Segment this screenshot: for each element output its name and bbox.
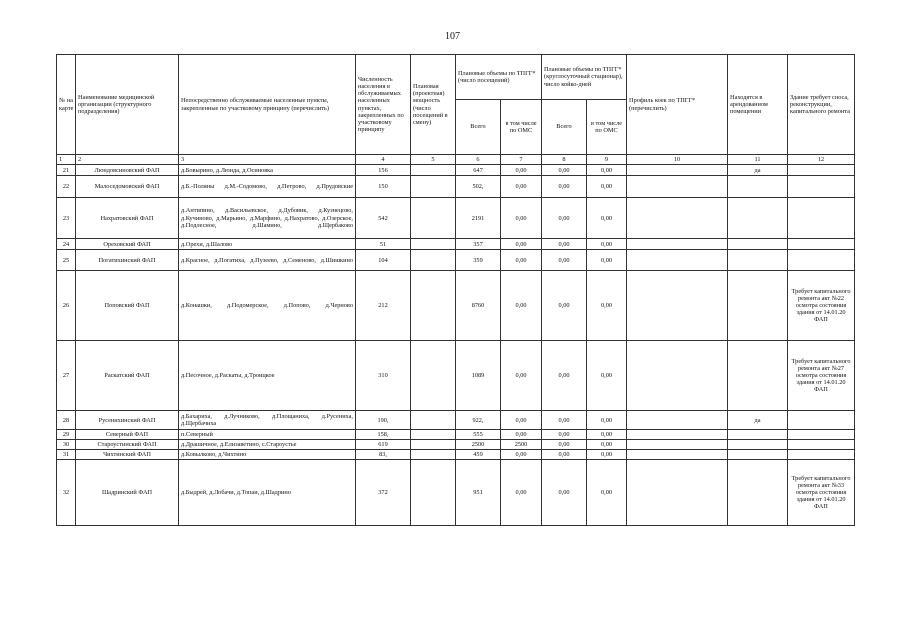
row-number: 30: [57, 440, 76, 450]
header-no: № на карте: [57, 55, 76, 155]
population-cell: 190,: [356, 411, 411, 430]
col-number: 6: [456, 155, 501, 165]
rented-cell: [728, 440, 788, 450]
bed-total-cell: 0,00: [542, 440, 587, 450]
settlements-cell: д.Красное, д.Погатиха, д.Пузеево, д.Семеново, д.Шишкино: [179, 250, 356, 271]
visits-total-cell: 357: [456, 239, 501, 250]
settlements-cell: д.Орехи, д.Шалово: [179, 239, 356, 250]
visits-oms-cell: 0,00: [501, 176, 542, 198]
bed-profile-cell: [627, 165, 728, 176]
row-number: 32: [57, 460, 76, 526]
bed-oms-cell: 0,00: [587, 250, 627, 271]
capacity-cell: [411, 341, 456, 411]
repair-note-cell: [788, 250, 855, 271]
table-row: [57, 411, 855, 430]
capacity-cell: [411, 176, 456, 198]
population-cell: 158,: [356, 430, 411, 440]
bed-oms-cell: 0,00: [587, 440, 627, 450]
bed-oms-cell: 0,00: [587, 165, 627, 176]
visits-oms-cell: 0,00: [501, 198, 542, 239]
bed-total-cell: 0,00: [542, 411, 587, 430]
row-number: 26: [57, 271, 76, 341]
settlements-cell: д.Песочное, д.Раскаты, д.Троицкое: [179, 341, 356, 411]
table-row: [57, 250, 855, 271]
table-row: [57, 198, 855, 239]
population-cell: 619: [356, 440, 411, 450]
row-number: 27: [57, 341, 76, 411]
rented-cell: [728, 250, 788, 271]
capacity-cell: [411, 440, 456, 450]
bed-profile-cell: [627, 198, 728, 239]
settlements-cell: д.Драшичное, д.Елизаветино, с.Староустье: [179, 440, 356, 450]
population-cell: 83,: [356, 450, 411, 460]
visits-total-cell: 1089: [456, 341, 501, 411]
population-cell: 51: [356, 239, 411, 250]
bed-total-cell: 0,00: [542, 450, 587, 460]
bed-profile-cell: [627, 341, 728, 411]
visits-total-cell: 8760: [456, 271, 501, 341]
repair-note-cell: [788, 440, 855, 450]
row-number: 24: [57, 239, 76, 250]
table-row: [57, 176, 855, 198]
table-row: [57, 450, 855, 460]
rented-cell: да: [728, 165, 788, 176]
facility-name: Нахратовский ФАП: [76, 198, 179, 239]
rented-cell: да: [728, 411, 788, 430]
visits-oms-cell: 0,00: [501, 239, 542, 250]
bed-oms-cell: 0,00: [587, 460, 627, 526]
bed-profile-cell: [627, 250, 728, 271]
row-number: 29: [57, 430, 76, 440]
header-capacity: Плановая (проектная) мощность (число посещений в смену): [411, 55, 456, 155]
population-cell: 150: [356, 176, 411, 198]
visits-total-cell: 922,: [456, 411, 501, 430]
visits-oms-cell: 0,00: [501, 250, 542, 271]
table-row: [57, 239, 855, 250]
col-number: 1: [57, 155, 76, 165]
visits-oms-cell: 0,00: [501, 271, 542, 341]
population-cell: 104: [356, 250, 411, 271]
bed-total-cell: 0,00: [542, 250, 587, 271]
repair-note-cell: [788, 165, 855, 176]
bed-profile-cell: [627, 440, 728, 450]
bed-total-cell: 0,00: [542, 460, 587, 526]
visits-total-cell: 647: [456, 165, 501, 176]
bed-total-cell: 0,00: [542, 271, 587, 341]
row-number: 25: [57, 250, 76, 271]
settlements-cell: д.Б.-Поляны д.М.-Содомово, д.Петрово, д.Прудовские: [179, 176, 356, 198]
visits-total-cell: 2500: [456, 440, 501, 450]
rented-cell: [728, 239, 788, 250]
population-cell: 156: [356, 165, 411, 176]
capacity-cell: [411, 271, 456, 341]
capacity-cell: [411, 250, 456, 271]
rented-cell: [728, 450, 788, 460]
visits-oms-cell: 0,00: [501, 411, 542, 430]
visits-oms-cell: 0,00: [501, 430, 542, 440]
col-number: 9: [587, 155, 627, 165]
col-number: 2: [76, 155, 179, 165]
col-number: 10: [627, 155, 728, 165]
capacity-cell: [411, 450, 456, 460]
settlements-cell: д.Ковылково, д.Чихтино: [179, 450, 356, 460]
row-number: 31: [57, 450, 76, 460]
col-number: 5: [411, 155, 456, 165]
header-settlements: Непосредственно обслуживаемые населенные пункты, закрепленные по участковому принципу (перечислить): [179, 55, 356, 155]
header-row-1: [57, 55, 855, 100]
page-number: 107: [445, 31, 460, 42]
rented-cell: [728, 460, 788, 526]
bed-oms-cell: 0,00: [587, 430, 627, 440]
facility-name: Ореховский ФАП: [76, 239, 179, 250]
col-number: 11: [728, 155, 788, 165]
rented-cell: [728, 271, 788, 341]
column-number-row: [57, 155, 855, 165]
bed-total-cell: 0,00: [542, 176, 587, 198]
header-bed-total: Всего: [542, 100, 587, 155]
facility-name: Погатихинский ФАП: [76, 250, 179, 271]
facility-name: Поповский ФАП: [76, 271, 179, 341]
repair-note-cell: [788, 430, 855, 440]
col-number: 4: [356, 155, 411, 165]
population-cell: 212: [356, 271, 411, 341]
repair-note-cell: [788, 411, 855, 430]
population-cell: 372: [356, 460, 411, 526]
facility-name: Северный ФАП: [76, 430, 179, 440]
row-number: 23: [57, 198, 76, 239]
population-cell: 542: [356, 198, 411, 239]
visits-oms-cell: 2500: [501, 440, 542, 450]
repair-note-cell: Требует капитального ремонта акт №22 осмотра состояния здания от 14.01.20 ФАП: [788, 271, 855, 341]
header-bed-days: Плановые объемы по ТПГГ* (круглосуточный стационар), число койко-дней: [542, 55, 627, 100]
table-row: [57, 271, 855, 341]
header-rented: Находятся в арендованном помещении: [728, 55, 788, 155]
visits-oms-cell: 0,00: [501, 341, 542, 411]
bed-oms-cell: 0,00: [587, 198, 627, 239]
bed-profile-cell: [627, 450, 728, 460]
bed-oms-cell: 0,00: [587, 271, 627, 341]
settlements-cell: д.Бахариха, д.Лучниково, д.Площаниха, д.Русениха, д.Щербачиха: [179, 411, 356, 430]
rented-cell: [728, 341, 788, 411]
table-row: [57, 165, 855, 176]
repair-note-cell: [788, 198, 855, 239]
facility-name: Русенихинский ФАП: [76, 411, 179, 430]
facility-name: Шадринский ФАП: [76, 460, 179, 526]
header-population: Численность населения в обслуживаемых населенных пунктах, закрепленных по участковому принципу: [356, 55, 411, 155]
rented-cell: [728, 430, 788, 440]
repair-note-cell: Требует капитального ремонта акт №33 осмотра состояния здания от 14.01.20 ФАП: [788, 460, 855, 526]
capacity-cell: [411, 460, 456, 526]
bed-total-cell: 0,00: [542, 198, 587, 239]
header-name: Наименование медицинской организации (структурного подразделения): [76, 55, 179, 155]
header-visits-total: Всего: [456, 100, 501, 155]
visits-total-cell: 502,: [456, 176, 501, 198]
capacity-cell: [411, 198, 456, 239]
bed-total-cell: 0,00: [542, 341, 587, 411]
table-row: [57, 430, 855, 440]
bed-profile-cell: [627, 460, 728, 526]
visits-total-cell: 951: [456, 460, 501, 526]
capacity-cell: [411, 411, 456, 430]
facility-name: Чихтинский ФАП: [76, 450, 179, 460]
bed-oms-cell: 0,00: [587, 176, 627, 198]
col-number: 12: [788, 155, 855, 165]
row-number: 21: [57, 165, 76, 176]
capacity-cell: [411, 239, 456, 250]
bed-profile-cell: [627, 271, 728, 341]
bed-total-cell: 0,00: [542, 165, 587, 176]
settlements-cell: п.Северный: [179, 430, 356, 440]
table-row: [57, 341, 855, 411]
header-bed-oms: в том числе по ОМС: [587, 100, 627, 155]
facilities-table: [56, 54, 855, 526]
header-visits: Плановые объемы по ТПГГ* (число посещений): [456, 55, 542, 100]
facility-name: Раскатский ФАП: [76, 341, 179, 411]
visits-oms-cell: 0,00: [501, 165, 542, 176]
bed-oms-cell: 0,00: [587, 239, 627, 250]
rented-cell: [728, 176, 788, 198]
settlements-cell: д.Быдрей, д.Лобачи, д.Топаи, д.Шадрино: [179, 460, 356, 526]
facility-name: Староустинский ФАП: [76, 440, 179, 450]
header-visits-oms: в том числе по ОМС: [501, 100, 542, 155]
repair-note-cell: [788, 239, 855, 250]
settlements-cell: д.Антипино, д.Васильевское, д.Дубовик, д.Кузнецово, д.Кучиново, д.Марьино, д.Марфино, д.Нахратово, д.Озерское, д.Подлесное, д.Шамино, д.Щербаково: [179, 198, 356, 239]
bed-total-cell: 0,00: [542, 430, 587, 440]
visits-total-cell: 555: [456, 430, 501, 440]
facility-name: Люндовсиновский ФАП: [76, 165, 179, 176]
bed-oms-cell: 0,00: [587, 411, 627, 430]
bed-profile-cell: [627, 176, 728, 198]
population-cell: 310: [356, 341, 411, 411]
visits-total-cell: 359: [456, 250, 501, 271]
rented-cell: [728, 198, 788, 239]
header-bed-profile: Профиль коек по ТПГГ* (перечислить): [627, 55, 728, 155]
repair-note-cell: [788, 450, 855, 460]
bed-total-cell: 0,00: [542, 239, 587, 250]
bed-oms-cell: 0,00: [587, 450, 627, 460]
col-number: 8: [542, 155, 587, 165]
repair-note-cell: Требует капитального ремонта акт №27 осмотра состояния здания от 14.01.20 ФАП: [788, 341, 855, 411]
visits-oms-cell: 0,00: [501, 460, 542, 526]
bed-profile-cell: [627, 411, 728, 430]
table-row: [57, 440, 855, 450]
visits-total-cell: 459: [456, 450, 501, 460]
header-repair: Здание требует сноса, реконструкции, капитального ремонта: [788, 55, 855, 155]
capacity-cell: [411, 165, 456, 176]
row-number: 28: [57, 411, 76, 430]
facility-name: Малоседомовский ФАП: [76, 176, 179, 198]
settlements-cell: д.Конашки, д.Подомерское, д.Попово, д.Черново: [179, 271, 356, 341]
repair-note-cell: [788, 176, 855, 198]
table-row: [57, 460, 855, 526]
col-number: 3: [179, 155, 356, 165]
visits-oms-cell: 0,00: [501, 450, 542, 460]
row-number: 22: [57, 176, 76, 198]
bed-profile-cell: [627, 239, 728, 250]
settlements-cell: д.Бовырино, д.Люнда, д.Осиновка: [179, 165, 356, 176]
bed-profile-cell: [627, 430, 728, 440]
bed-oms-cell: 0,00: [587, 341, 627, 411]
col-number: 7: [501, 155, 542, 165]
capacity-cell: [411, 430, 456, 440]
visits-total-cell: 2191: [456, 198, 501, 239]
